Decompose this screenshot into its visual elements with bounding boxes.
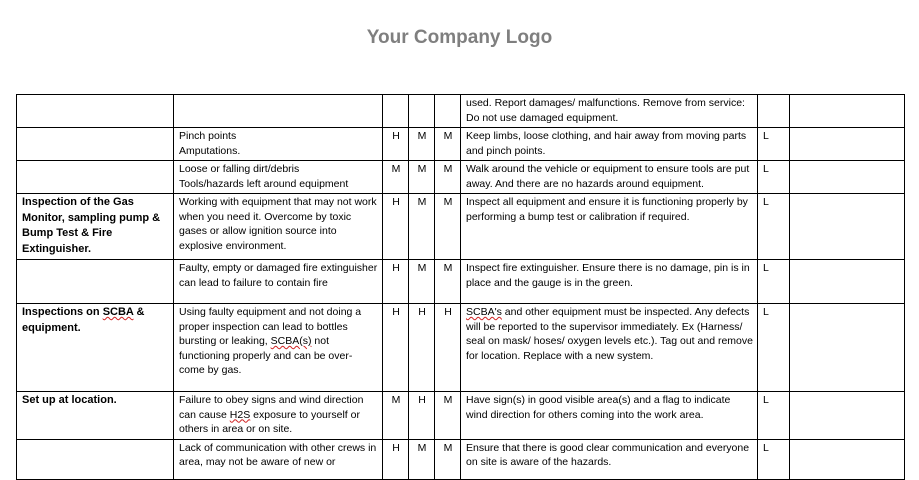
job-step-cell bbox=[17, 95, 174, 128]
final-risk-cell: L bbox=[758, 392, 790, 440]
control-cell: used. Report damages/ malfunctions. Remove from service: Do not use damaged equipment. bbox=[461, 95, 758, 128]
notes-cell bbox=[790, 95, 905, 128]
risk-cell: M bbox=[435, 260, 461, 304]
final-risk-cell: L bbox=[758, 128, 790, 161]
table-row bbox=[17, 95, 905, 128]
risk-cell: H bbox=[435, 304, 461, 392]
risk-cell: H bbox=[409, 392, 435, 440]
control-cell: Keep limbs, loose clothing, and hair away from moving parts and pinch points. bbox=[461, 128, 758, 161]
final-risk-cell bbox=[758, 95, 790, 128]
table-row bbox=[17, 260, 905, 304]
risk-cell bbox=[383, 95, 409, 128]
control-cell: Inspect fire extinguisher. Ensure there is no damage, pin is in place and the gauge is in the green. bbox=[461, 260, 758, 304]
hazard-assessment-table bbox=[16, 94, 905, 480]
risk-cell: M bbox=[383, 392, 409, 440]
table-row bbox=[17, 439, 905, 479]
hazard-cell: Loose or falling dirt/debris Tools/hazards left around equipment bbox=[174, 161, 383, 194]
hazard-cell: Working with equipment that may not work when you need it. Overcome by toxic gases or allow ignition source into explosive environment. bbox=[174, 194, 383, 260]
risk-cell: M bbox=[383, 161, 409, 194]
control-cell: Walk around the vehicle or equipment to ensure tools are put away. And there are no hazards around equipment. bbox=[461, 161, 758, 194]
notes-cell bbox=[790, 194, 905, 260]
hazard-cell: Using faulty equipment and not doing a proper inspection can lead to bottles bursting or leaking, SCBA(s) not functioning properly and can be over-come by gas. bbox=[174, 304, 383, 392]
job-step-cell: Inspections on SCBA & equipment. bbox=[17, 304, 174, 392]
risk-cell: M bbox=[435, 194, 461, 260]
notes-cell bbox=[790, 304, 905, 392]
hazard-cell: Faulty, empty or damaged fire extinguisher can lead to failure to contain fire bbox=[174, 260, 383, 304]
risk-cell: M bbox=[435, 161, 461, 194]
risk-cell: M bbox=[435, 439, 461, 479]
company-logo: Your Company Logo bbox=[366, 27, 553, 48]
notes-cell bbox=[790, 260, 905, 304]
risk-cell: M bbox=[409, 128, 435, 161]
notes-cell bbox=[790, 161, 905, 194]
risk-cell: H bbox=[383, 194, 409, 260]
table-row bbox=[17, 128, 905, 161]
final-risk-cell: L bbox=[758, 439, 790, 479]
spellcheck-mark: SCBA's bbox=[466, 306, 502, 318]
spellcheck-mark: SCBA bbox=[102, 306, 134, 318]
risk-cell: M bbox=[409, 439, 435, 479]
job-step-cell: Set up at location. bbox=[17, 392, 174, 440]
hazard-cell bbox=[174, 95, 383, 128]
job-step-cell bbox=[17, 128, 174, 161]
risk-cell: M bbox=[435, 128, 461, 161]
notes-cell bbox=[790, 128, 905, 161]
notes-cell bbox=[790, 392, 905, 440]
hazard-cell: Lack of communication with other crews in area, may not be aware of new or bbox=[174, 439, 383, 479]
risk-cell: H bbox=[409, 304, 435, 392]
control-cell: SCBA's and other equipment must be inspected. Any defects will be reported to the supervisor immediately. Ex (Harness/ seal on mask/ hoses/ oxygen levels etc.). Tag out and remove for location. Replace with a new system. bbox=[461, 304, 758, 392]
control-cell: Ensure that there is good clear communication and everyone on site is aware of the hazards. bbox=[461, 439, 758, 479]
final-risk-cell: L bbox=[758, 194, 790, 260]
job-step-cell bbox=[17, 260, 174, 304]
table-row bbox=[17, 161, 905, 194]
job-step-cell: Inspection of the Gas Monitor, sampling pump & Bump Test & Fire Extinguisher. bbox=[17, 194, 174, 260]
notes-cell bbox=[790, 439, 905, 479]
control-cell: Have sign(s) in good visible area(s) and a flag to indicate wind direction for others coming into the work area. bbox=[461, 392, 758, 440]
risk-cell: M bbox=[435, 392, 461, 440]
table-row bbox=[17, 392, 905, 440]
table-row bbox=[17, 194, 905, 260]
risk-cell: H bbox=[383, 304, 409, 392]
table-row bbox=[17, 304, 905, 392]
risk-cell: H bbox=[383, 439, 409, 479]
risk-cell: M bbox=[409, 260, 435, 304]
risk-cell bbox=[435, 95, 461, 128]
hazard-cell: Failure to obey signs and wind direction can cause H2S exposure to yourself or others in area or on site. bbox=[174, 392, 383, 440]
final-risk-cell: L bbox=[758, 260, 790, 304]
control-cell: Inspect all equipment and ensure it is functioning properly by performing a bump test or calibration if required. bbox=[461, 194, 758, 260]
hazard-cell: Pinch points Amputations. bbox=[174, 128, 383, 161]
final-risk-cell: L bbox=[758, 161, 790, 194]
spellcheck-mark: H2S bbox=[229, 408, 251, 421]
risk-cell: M bbox=[409, 194, 435, 260]
risk-cell: M bbox=[409, 161, 435, 194]
risk-cell: H bbox=[383, 260, 409, 304]
risk-cell bbox=[409, 95, 435, 128]
job-step-cell bbox=[17, 161, 174, 194]
final-risk-cell: L bbox=[758, 304, 790, 392]
job-step-cell bbox=[17, 439, 174, 479]
spellcheck-mark: SCBA(s) bbox=[270, 335, 312, 347]
risk-cell: H bbox=[383, 128, 409, 161]
